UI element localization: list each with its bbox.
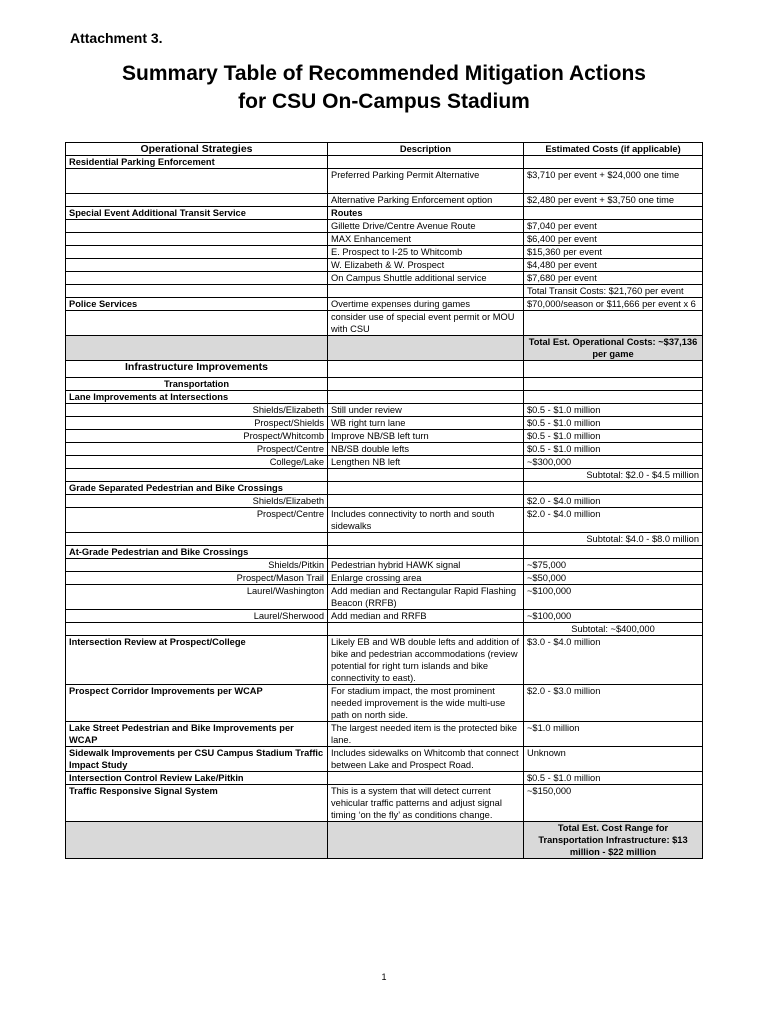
table-row: [66, 533, 703, 546]
table-cell: Laurel/Washington: [66, 585, 328, 610]
table-cell: $2.0 - $4.0 million: [524, 508, 703, 533]
table-cell: ~$100,000: [524, 610, 703, 623]
table-row: [66, 722, 703, 747]
table-cell: [328, 533, 524, 546]
table-cell: [66, 822, 328, 859]
table-cell: Lane Improvements at Intersections: [66, 391, 328, 404]
attachment-label: Attachment 3.: [70, 30, 163, 46]
table-cell: Shields/Elizabeth: [66, 495, 328, 508]
table-cell: [66, 259, 328, 272]
page-title-line-2: for CSU On-Campus Stadium: [238, 90, 530, 113]
table-row: [66, 378, 703, 391]
table-cell: [328, 378, 524, 391]
table-cell: Gillette Drive/Centre Avenue Route: [328, 220, 524, 233]
table-row: [66, 220, 703, 233]
table-cell: Grade Separated Pedestrian and Bike Crossings: [66, 482, 328, 495]
table-cell: [328, 156, 524, 169]
table-cell: [328, 772, 524, 785]
table-row: [66, 546, 703, 559]
table-cell: [328, 469, 524, 482]
table-cell: [328, 623, 524, 636]
table-cell: $4,480 per event: [524, 259, 703, 272]
table-cell: College/Lake: [66, 456, 328, 469]
table-cell: $7,040 per event: [524, 220, 703, 233]
table-row: [66, 361, 703, 378]
table-cell: Special Event Additional Transit Service: [66, 207, 328, 220]
table-cell: $0.5 - $1.0 million: [524, 417, 703, 430]
table-cell: This is a system that will detect current vehicular traffic patterns and adjust signal timing ‘on the fly’ as conditions change.: [328, 785, 524, 822]
table-row: [66, 495, 703, 508]
table-cell: Prospect/Whitcomb: [66, 430, 328, 443]
column-header: Description: [328, 143, 524, 156]
table-cell: [66, 469, 328, 482]
table-cell: Traffic Responsive Signal System: [66, 785, 328, 822]
table-row: [66, 207, 703, 220]
table-cell: [66, 285, 328, 298]
table-row: [66, 636, 703, 685]
table-row: [66, 233, 703, 246]
table-cell: Intersection Control Review Lake/Pitkin: [66, 772, 328, 785]
table-row: [66, 246, 703, 259]
table-row: [66, 822, 703, 859]
table-cell: $2.0 - $3.0 million: [524, 685, 703, 722]
table-cell: [66, 194, 328, 207]
table-cell: Total Est. Cost Range for Transportation Infrastructure: $13 million - $22 million: [524, 822, 703, 859]
table-cell: Police Services: [66, 298, 328, 311]
table-row: [66, 623, 703, 636]
table-cell: [328, 495, 524, 508]
table-cell: [328, 361, 524, 378]
table-cell: [66, 233, 328, 246]
table-cell: [524, 391, 703, 404]
table-cell: For stadium impact, the most prominent needed improvement is the wide multi-use path on north side.: [328, 685, 524, 722]
table-cell: Prospect Corridor Improvements per WCAP: [66, 685, 328, 722]
table-cell: Pedestrian hybrid HAWK signal: [328, 559, 524, 572]
table-row: [66, 169, 703, 194]
table-row: [66, 585, 703, 610]
table-cell: Prospect/Shields: [66, 417, 328, 430]
table-row: [66, 156, 703, 169]
table-row: [66, 194, 703, 207]
table-cell: Unknown: [524, 747, 703, 772]
table-row: [66, 311, 703, 336]
table-cell: $6,400 per event: [524, 233, 703, 246]
table-cell: [66, 336, 328, 361]
table-cell: [328, 482, 524, 495]
table-cell: $70,000/season or $11,666 per event x 6: [524, 298, 703, 311]
table-cell: Add median and Rectangular Rapid Flashing Beacon (RRFB): [328, 585, 524, 610]
table-cell: Prospect/Centre: [66, 508, 328, 533]
table-cell: Overtime expenses during games: [328, 298, 524, 311]
column-header: Estimated Costs (if applicable): [524, 143, 703, 156]
table-cell: ~$150,000: [524, 785, 703, 822]
table-cell: Enlarge crossing area: [328, 572, 524, 585]
table-row: [66, 456, 703, 469]
table-cell: $7,680 per event: [524, 272, 703, 285]
table-cell: consider use of special event permit or MOU with CSU: [328, 311, 524, 336]
table-cell: [524, 546, 703, 559]
table-row: [66, 469, 703, 482]
table-cell: $0.5 - $1.0 million: [524, 430, 703, 443]
table-cell: $3.0 - $4.0 million: [524, 636, 703, 685]
table-cell: [66, 169, 328, 194]
table-row: [66, 417, 703, 430]
table-cell: The largest needed item is the protected bike lane.: [328, 722, 524, 747]
table-cell: ~$1.0 million: [524, 722, 703, 747]
table-cell: W. Elizabeth & W. Prospect: [328, 259, 524, 272]
table-row: [66, 285, 703, 298]
table-cell: [524, 311, 703, 336]
table-cell: [524, 156, 703, 169]
table-cell: On Campus Shuttle additional service: [328, 272, 524, 285]
table-cell: $2.0 - $4.0 million: [524, 495, 703, 508]
table-cell: [328, 391, 524, 404]
table-cell: Infrastructure Improvements: [66, 361, 328, 378]
table-cell: At-Grade Pedestrian and Bike Crossings: [66, 546, 328, 559]
table-cell: Improve NB/SB left turn: [328, 430, 524, 443]
table-cell: [524, 378, 703, 391]
table-cell: $0.5 - $1.0 million: [524, 772, 703, 785]
table-header-row: [66, 143, 703, 156]
table-cell: Residential Parking Enforcement: [66, 156, 328, 169]
table-cell: [328, 285, 524, 298]
table-row: [66, 443, 703, 456]
table-cell: WB right turn lane: [328, 417, 524, 430]
table-cell: Still under review: [328, 404, 524, 417]
table-cell: [66, 272, 328, 285]
table-cell: $2,480 per event + $3,750 one time: [524, 194, 703, 207]
table-cell: NB/SB double lefts: [328, 443, 524, 456]
table-cell: Subtotal: $2.0 - $4.5 million: [524, 469, 703, 482]
table-cell: [328, 336, 524, 361]
table-row: [66, 404, 703, 417]
page-number: 1: [381, 972, 387, 982]
table-cell: Alternative Parking Enforcement option: [328, 194, 524, 207]
table-cell: [328, 546, 524, 559]
table-row: [66, 559, 703, 572]
page-title-line-1: Summary Table of Recommended Mitigation Actions: [122, 62, 646, 85]
table-cell: ~$100,000: [524, 585, 703, 610]
table-row: [66, 747, 703, 772]
table-cell: Shields/Pitkin: [66, 559, 328, 572]
table-cell: Subtotal: $4.0 - $8.0 million: [524, 533, 703, 546]
table-cell: $0.5 - $1.0 million: [524, 404, 703, 417]
table-row: [66, 785, 703, 822]
table-cell: ~$75,000: [524, 559, 703, 572]
table-cell: Total Transit Costs: $21,760 per event: [524, 285, 703, 298]
table-row: [66, 259, 703, 272]
table-cell: Shields/Elizabeth: [66, 404, 328, 417]
table-cell: Add median and RRFB: [328, 610, 524, 623]
table-cell: Prospect/Mason Trail: [66, 572, 328, 585]
table-row: [66, 298, 703, 311]
table-cell: ~$300,000: [524, 456, 703, 469]
mitigation-summary-table: [65, 142, 703, 859]
table-cell: Lengthen NB left: [328, 456, 524, 469]
column-header: Operational Strategies: [66, 143, 328, 156]
table-cell: Likely EB and WB double lefts and addition of bike and pedestrian accommodations (review potential for right turn islands and bike connectivity to east).: [328, 636, 524, 685]
table-cell: [66, 246, 328, 259]
table-cell: ~$50,000: [524, 572, 703, 585]
table-cell: Prospect/Centre: [66, 443, 328, 456]
table-cell: Intersection Review at Prospect/College: [66, 636, 328, 685]
table-row: [66, 272, 703, 285]
table-row: [66, 772, 703, 785]
table-cell: [524, 482, 703, 495]
table-row: [66, 610, 703, 623]
table-cell: Includes sidewalks on Whitcomb that connect between Lake and Prospect Road.: [328, 747, 524, 772]
table-row: [66, 572, 703, 585]
table-row: [66, 482, 703, 495]
table-cell: [66, 533, 328, 546]
table-cell: Lake Street Pedestrian and Bike Improvements per WCAP: [66, 722, 328, 747]
table-cell: Transportation: [66, 378, 328, 391]
table-cell: [66, 623, 328, 636]
table-cell: $15,360 per event: [524, 246, 703, 259]
table-cell: [328, 822, 524, 859]
table-row: [66, 391, 703, 404]
table-cell: Routes: [328, 207, 524, 220]
table-cell: Total Est. Operational Costs: ~$37,136 per game: [524, 336, 703, 361]
table-cell: Subtotal: ~$400,000: [524, 623, 703, 636]
table-cell: [66, 311, 328, 336]
table-cell: Sidewalk Improvements per CSU Campus Stadium Traffic Impact Study: [66, 747, 328, 772]
table-row: [66, 336, 703, 361]
table-cell: Preferred Parking Permit Alternative: [328, 169, 524, 194]
table-cell: $0.5 - $1.0 million: [524, 443, 703, 456]
table-cell: $3,710 per event + $24,000 one time: [524, 169, 703, 194]
table-cell: E. Prospect to I-25 to Whitcomb: [328, 246, 524, 259]
table-cell: Includes connectivity to north and south sidewalks: [328, 508, 524, 533]
table-cell: Laurel/Sherwood: [66, 610, 328, 623]
table-row: [66, 508, 703, 533]
table-cell: [524, 361, 703, 378]
table-cell: [524, 207, 703, 220]
table-row: [66, 685, 703, 722]
table-cell: [66, 220, 328, 233]
table-cell: MAX Enhancement: [328, 233, 524, 246]
table-row: [66, 430, 703, 443]
